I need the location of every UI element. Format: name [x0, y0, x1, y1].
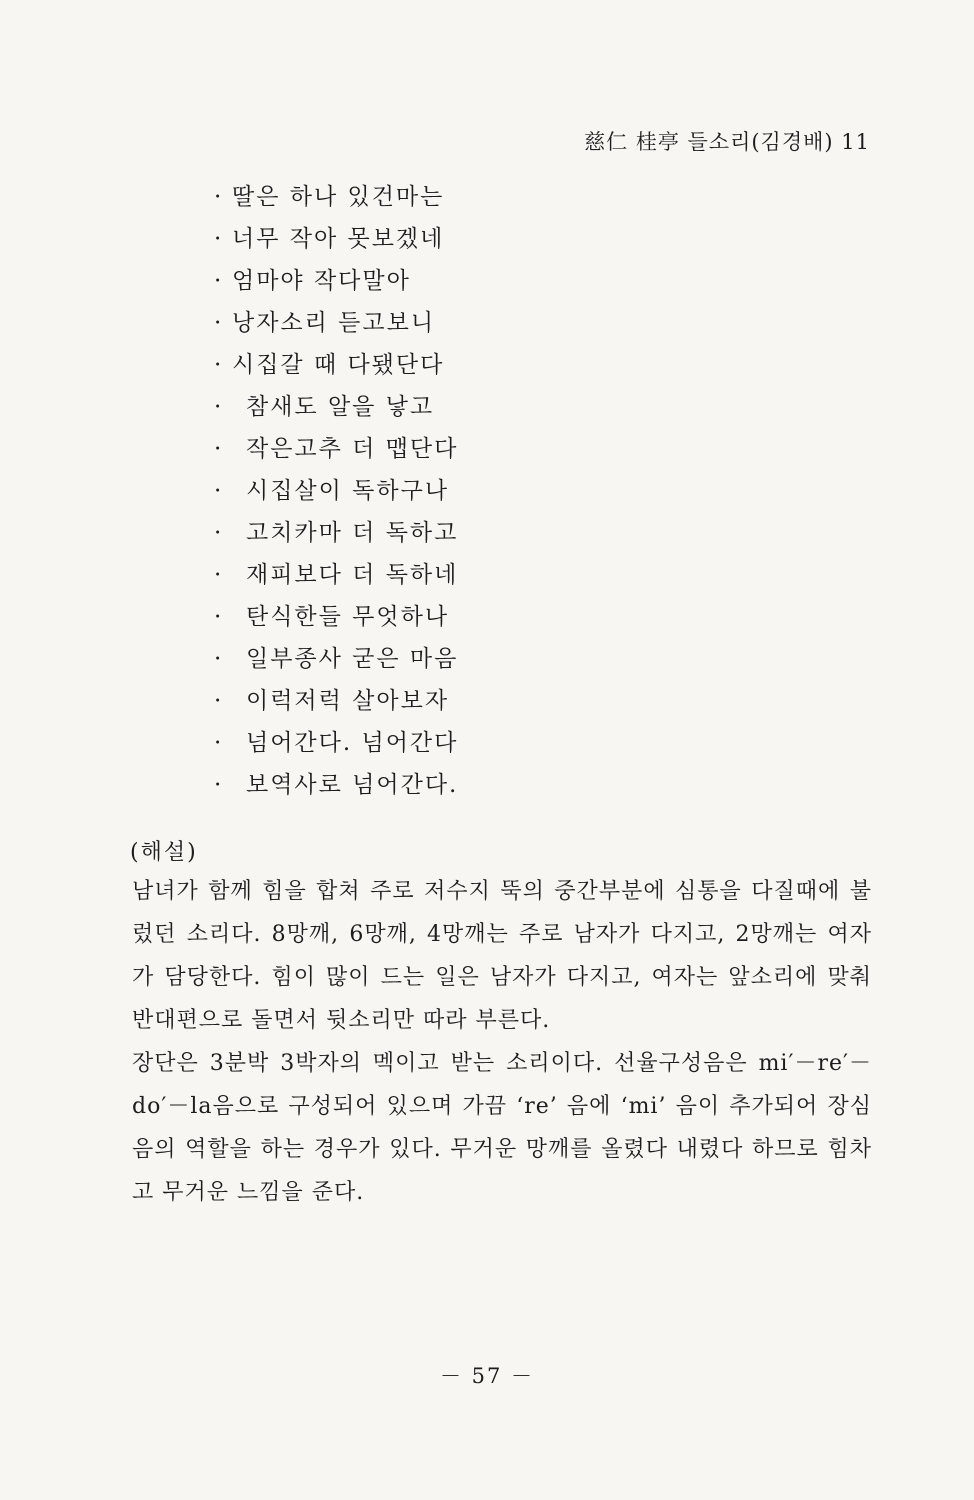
bullet-mark: ·: [214, 562, 224, 588]
commentary-paragraph: 남녀가 함께 힘을 합쳐 주로 저수지 뚝의 중간부분에 심통을 다질때에 불렀던 소리다. 8망깨, 6망깨, 4망깨는 주로 남자가 다지고, 2망깨는 여자가 담당한다. 힘이 많이 드는 일은 남자가 다지고, 여자는 앞소리에 맞춰 반대편으로 돌면서 뒷소리만 따라 부른다.: [132, 879, 872, 1033]
lyric-text: 재피보다 더 독하네: [246, 562, 459, 588]
lyric-text: 딸은 하나 있건마는: [232, 184, 445, 210]
lyric-text: 일부종사 굳은 마음: [246, 646, 459, 672]
lyric-text: 낭자소리 듣고보니: [232, 310, 436, 336]
lyric-line: [214, 386, 614, 428]
lyric-text: 시집갈 때 다됐단다: [232, 352, 445, 378]
lyric-line: [214, 638, 614, 680]
lyric-line: [214, 764, 614, 806]
lyric-text: 이럭저럭 살아보자: [246, 688, 450, 714]
bullet-mark: ·: [214, 436, 224, 462]
lyric-text: 탄식한들 무엇하나: [246, 604, 450, 630]
lyric-text: 넘어간다. 넘어간다: [246, 730, 459, 756]
lyric-line: [214, 302, 614, 344]
lyric-text: 보역사로 넘어간다.: [246, 772, 459, 798]
lyric-text: 참새도 알을 낳고: [246, 394, 435, 420]
lyric-text: 너무 작아 못보겠네: [232, 226, 445, 252]
bullet-mark: ·: [214, 268, 224, 294]
running-header: 慈仁 桂亭 들소리(김경배) 11: [584, 130, 870, 154]
commentary-body: [132, 870, 872, 1214]
lyric-line: [214, 428, 614, 470]
bullet-mark: ·: [214, 688, 224, 714]
bullet-mark: ·: [214, 184, 224, 210]
lyric-line: [214, 218, 614, 260]
lyric-text: 시집살이 독하구나: [246, 478, 450, 504]
bullet-mark: ·: [214, 310, 224, 336]
lyric-text: 고치카마 더 독하고: [246, 520, 459, 546]
page-number: － 57 －: [439, 1364, 535, 1388]
lyric-line: [214, 596, 614, 638]
commentary-paragraph: 장단은 3분박 3박자의 멕이고 받는 소리이다. 선율구성음은 mi′－re′－do′－la음으로 구성되어 있으며 가끔 ‘re’ 음에 ‘mi’ 음이 추가되어 장심음의 역할을 하는 경우가 있다. 무거운 망깨를 올렸다 내렸다 하므로 힘차고 무거운 느낌을 준다.: [132, 1051, 872, 1205]
bullet-mark: ·: [214, 352, 224, 378]
bullet-mark: ·: [214, 772, 224, 798]
lyric-line: [214, 512, 614, 554]
lyric-line: [214, 260, 614, 302]
lyric-line: [214, 176, 614, 218]
bullet-mark: ·: [214, 226, 224, 252]
lyric-text: 엄마야 작다말아: [232, 268, 411, 294]
bullet-mark: ·: [214, 730, 224, 756]
lyric-line: [214, 680, 614, 722]
lyric-line: [214, 554, 614, 596]
lyric-line: [214, 722, 614, 764]
lyric-line: [214, 470, 614, 512]
bullet-mark: ·: [214, 646, 224, 672]
bullet-mark: ·: [214, 478, 224, 504]
commentary-heading: (해설): [130, 840, 198, 865]
bullet-mark: ·: [214, 604, 224, 630]
bullet-mark: ·: [214, 394, 224, 420]
lyrics-list: [214, 176, 614, 806]
bullet-mark: ·: [214, 520, 224, 546]
lyric-text: 작은고추 더 맵단다: [246, 436, 459, 462]
lyric-line: [214, 344, 614, 386]
